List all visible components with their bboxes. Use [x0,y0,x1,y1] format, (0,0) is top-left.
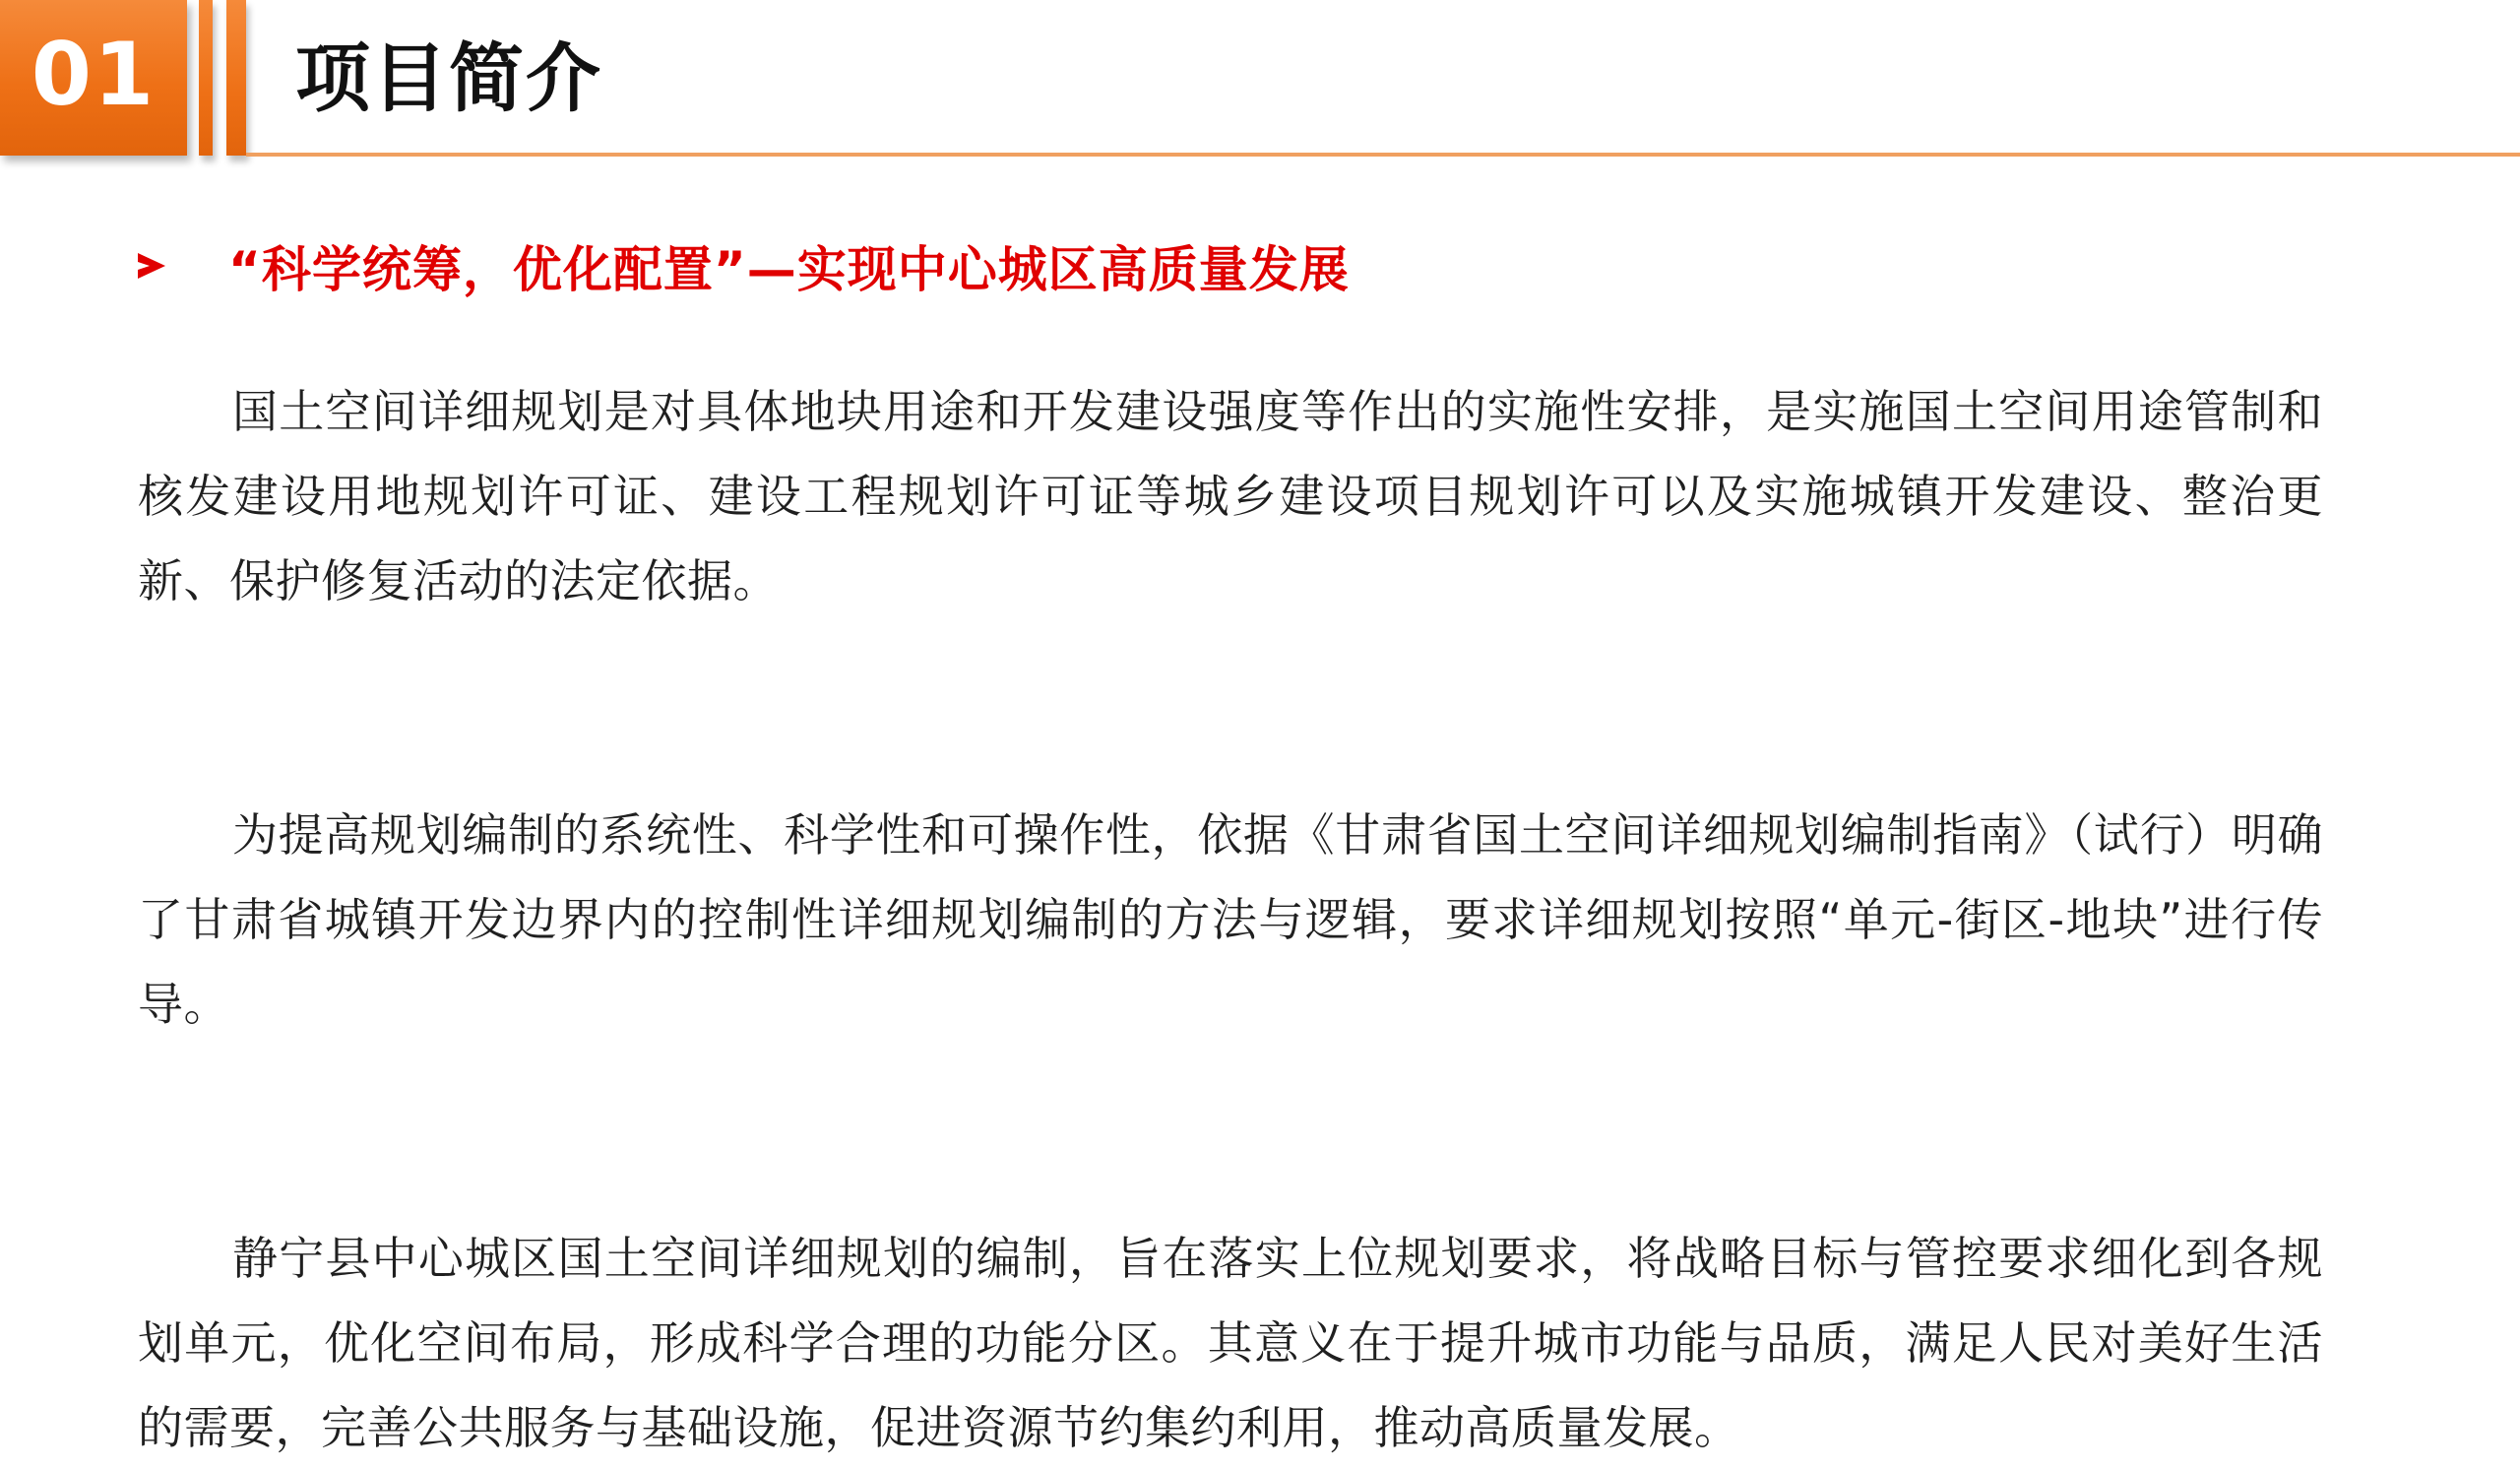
arrow-bullet-icon [138,253,165,279]
header-divider [246,153,2520,157]
slide-header [0,0,2520,162]
decorative-bar [199,0,213,156]
paragraph-2: 为提高规划编制的系统性、科学性和可操作性，依据《甘肃省国土空间详细规划编制指南》（试行）明确了甘肃省城镇开发边界内的控制性详细规划编制的方法与逻辑，要求详细规划按照“单元-街区-地块”进行传导。 [138,808,2323,1031]
paragraph-1: 国土空间详细规划是对具体地块用途和开发建设强度等作出的实施性安排，是实施国土空间用途管制和核发建设用地规划许可证、建设工程规划许可证等城乡建设项目规划许可以及实施城镇开发建设、整治更新、保护修复活动的法定依据。 [138,385,2323,607]
section-number-badge [0,0,187,156]
section-number: 01 [31,24,157,125]
body-content [138,369,2323,1470]
section-heading-text: “科学统筹，优化配置”—实现中心城区高质量发展 [228,241,1350,298]
section-heading [138,231,1350,300]
page-title: 项目简介 [295,34,602,122]
paragraph-3: 静宁县中心城区国土空间详细规划的编制，旨在落实上位规划要求，将战略目标与管控要求细化到各规划单元，优化空间布局，形成科学合理的功能分区。其意义在于提升城市功能与品质，满足人民对美好生活的需要，完善公共服务与基础设施，促进资源节约集约利用，推动高质量发展。 [138,1232,2323,1454]
decorative-bar [226,0,246,156]
